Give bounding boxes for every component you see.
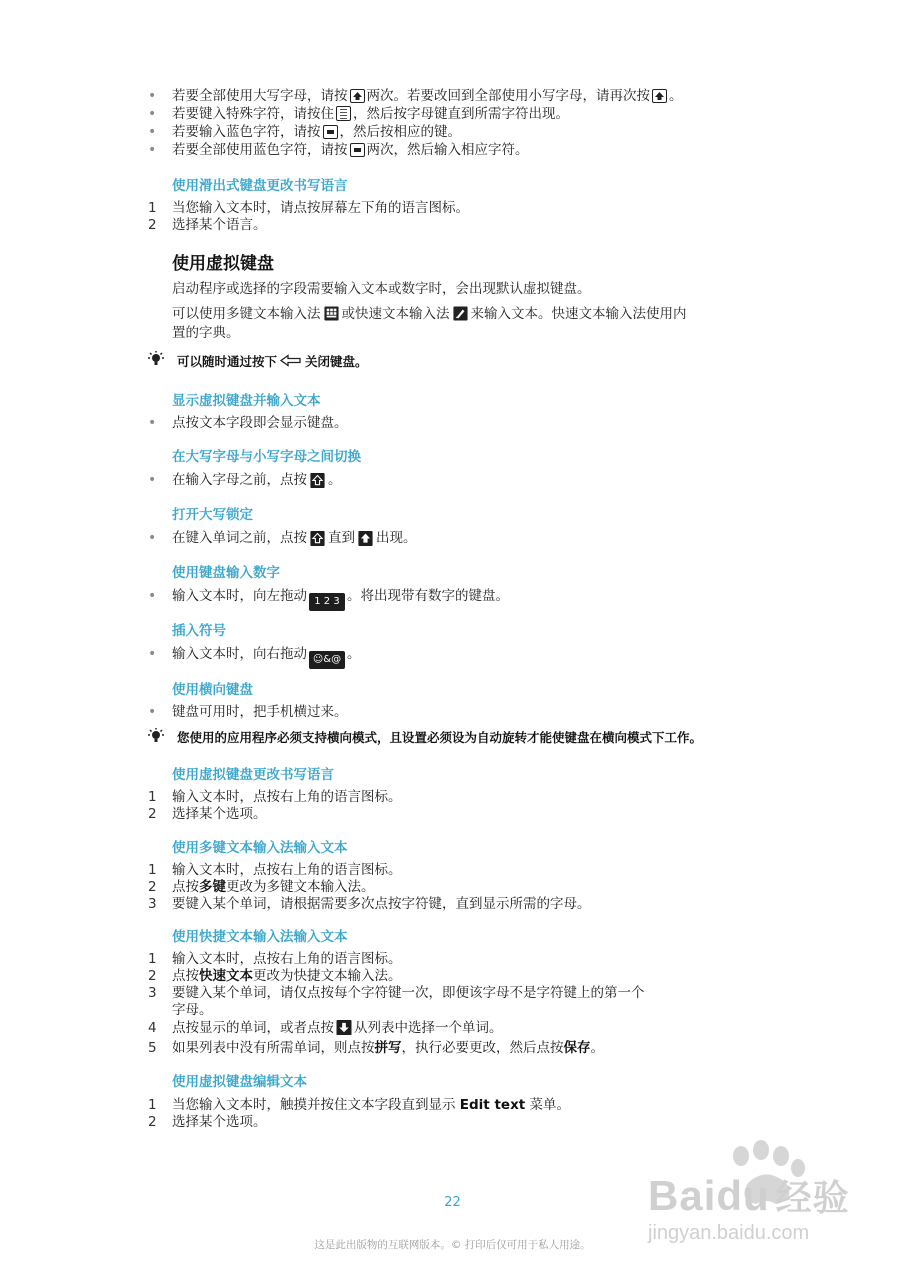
list-item: 在键入单词之前，点按 直到 出现。 — [172, 530, 417, 546]
step-number: 1 — [148, 200, 157, 216]
list-item: 若要全部使用大写字母，请按 两次。若要改回到全部使用小写字母，请再次按 。 — [172, 88, 683, 104]
bullet-dot: • — [148, 472, 157, 488]
step-number: 3 — [148, 896, 157, 912]
list-item: 输入文本时，向右拖动 ☺&@ 。 — [172, 646, 361, 669]
step-text: 点按显示的单词，或者点按 从列表中选择一个单词。 — [172, 1020, 503, 1036]
step-text: 输入文本时，点按右上角的语言图标。 — [172, 789, 402, 805]
tip-text: 可以随时通过按下 关闭键盘。 — [177, 354, 368, 369]
list-item: 点按文本字段即会显示键盘。 — [172, 415, 348, 431]
step-number: 1 — [148, 951, 157, 967]
symbol-key: ☺&@ — [309, 651, 345, 669]
caps-lock-icon — [357, 531, 374, 546]
step-text: 输入文本时，点按右上角的语言图标。 — [172, 862, 402, 878]
shift-key-icon — [652, 89, 667, 103]
list-item: 若要键入特殊字符，请按住 ，然后按字母键直到所需字符出现。 — [172, 106, 569, 122]
section-heading: 使用横向键盘 — [172, 682, 253, 698]
tip-text: 您使用的应用程序必须支持横向模式，且设置必须设为自动旋转才能使键盘在横向模式下工作。 — [177, 730, 703, 745]
step-number: 2 — [148, 1114, 157, 1130]
list-item: 若要全部使用蓝色字符，请按 两次，然后输入相应字符。 — [172, 142, 529, 158]
quick-text-input-icon — [452, 306, 469, 321]
step-text: 字母。 — [172, 1002, 213, 1018]
step-text: 选择某个选项。 — [172, 806, 267, 822]
step-text: 选择某个选项。 — [172, 1114, 267, 1130]
section-heading: 打开大写锁定 — [172, 507, 253, 523]
list-item: 若要输入蓝色字符，请按 ，然后按相应的键。 — [172, 124, 461, 140]
baidu-watermark — [648, 1138, 878, 1258]
step-number: 5 — [148, 1040, 157, 1056]
bullet-dot: • — [148, 415, 157, 431]
copyright-note: 这是此出版物的互联网版本。© 打印后仅可用于私人用途。 — [314, 1239, 591, 1251]
section-heading: 使用快捷文本输入法输入文本 — [172, 929, 348, 945]
section-heading: 使用滑出式键盘更改书写语言 — [172, 178, 348, 194]
bullet-dot: • — [148, 142, 157, 158]
shift-key-icon — [350, 89, 365, 103]
bullet-dot: • — [148, 530, 157, 546]
bullet-dot: • — [148, 704, 157, 720]
shift-key-icon — [309, 531, 326, 546]
section-heading: 使用键盘输入数字 — [172, 565, 280, 581]
bullet-dot: • — [148, 106, 157, 122]
tip-bulb-icon — [146, 728, 166, 744]
page-number: 22 — [444, 1195, 461, 1210]
section-heading: 插入符号 — [172, 623, 226, 639]
paragraph: 可以使用多键文本输入法 或快速文本输入法 来输入文本。快速文本输入法使用内 — [172, 306, 687, 322]
watermark-brand: Baidu 经验 — [648, 1172, 850, 1219]
paragraph: 启动程序或选择的字段需要输入文本或数字时，会出现默认虚拟键盘。 — [172, 281, 591, 297]
section-heading: 显示虚拟键盘并输入文本 — [172, 393, 321, 409]
step-text: 要键入某个单词，请根据需要多次点按字符键，直到显示所需的字母。 — [172, 896, 591, 912]
blue-key-icon — [350, 143, 365, 157]
back-arrow-icon — [279, 353, 303, 368]
multitap-input-icon — [323, 306, 340, 321]
step-number: 3 — [148, 985, 157, 1001]
step-text: 当您输入文本时，请点按屏幕左下角的语言图标。 — [172, 200, 469, 216]
section-heading: 在大写字母与小写字母之间切换 — [172, 449, 361, 465]
down-arrow-icon — [336, 1020, 352, 1035]
bullet-dot: • — [148, 124, 157, 140]
list-item: 在输入字母之前，点按 。 — [172, 472, 342, 488]
section-heading: 使用虚拟键盘更改书写语言 — [172, 767, 334, 783]
step-text: 点按快速文本更改为快捷文本输入法。 — [172, 968, 402, 984]
step-number: 2 — [148, 217, 157, 233]
bullet-dot: • — [148, 588, 157, 604]
tip-bulb-icon — [146, 351, 166, 367]
step-text: 如果列表中没有所需单词，则点按拼写，执行必要更改，然后点按保存。 — [172, 1040, 604, 1056]
step-text: 要键入某个单词，请仅点按每个字符键一次，即便该字母不是字符键上的第一个 — [172, 985, 645, 1001]
step-number: 1 — [148, 789, 157, 805]
list-item: 输入文本时，向左拖动 1 2 3 。将出现带有数字的键盘。 — [172, 588, 509, 611]
symbol-key-icon — [336, 106, 351, 121]
step-text: 选择某个语言。 — [172, 217, 267, 233]
step-number: 2 — [148, 806, 157, 822]
step-number: 4 — [148, 1020, 157, 1036]
step-number: 1 — [148, 1097, 157, 1113]
list-item: 键盘可用时，把手机横过来。 — [172, 704, 348, 720]
paragraph: 置的字典。 — [172, 325, 240, 341]
shift-key-icon — [309, 473, 326, 488]
step-number: 1 — [148, 862, 157, 878]
page-title: 使用虚拟键盘 — [172, 254, 274, 274]
blue-key-icon — [323, 125, 338, 139]
bullet-dot: • — [148, 646, 157, 662]
number-key: 1 2 3 — [309, 593, 345, 611]
bullet-dot: • — [148, 88, 157, 104]
section-heading: 使用多键文本输入法输入文本 — [172, 840, 348, 856]
step-text: 点按多键更改为多键文本输入法。 — [172, 879, 375, 895]
step-text: 输入文本时，点按右上角的语言图标。 — [172, 951, 402, 967]
watermark-url: jingyan.baidu.com — [648, 1222, 810, 1244]
step-number: 2 — [148, 968, 157, 984]
section-heading: 使用虚拟键盘编辑文本 — [172, 1074, 307, 1090]
step-text: 当您输入文本时，触摸并按住文本字段直到显示 Edit text 菜单。 — [172, 1097, 571, 1113]
step-number: 2 — [148, 879, 157, 895]
